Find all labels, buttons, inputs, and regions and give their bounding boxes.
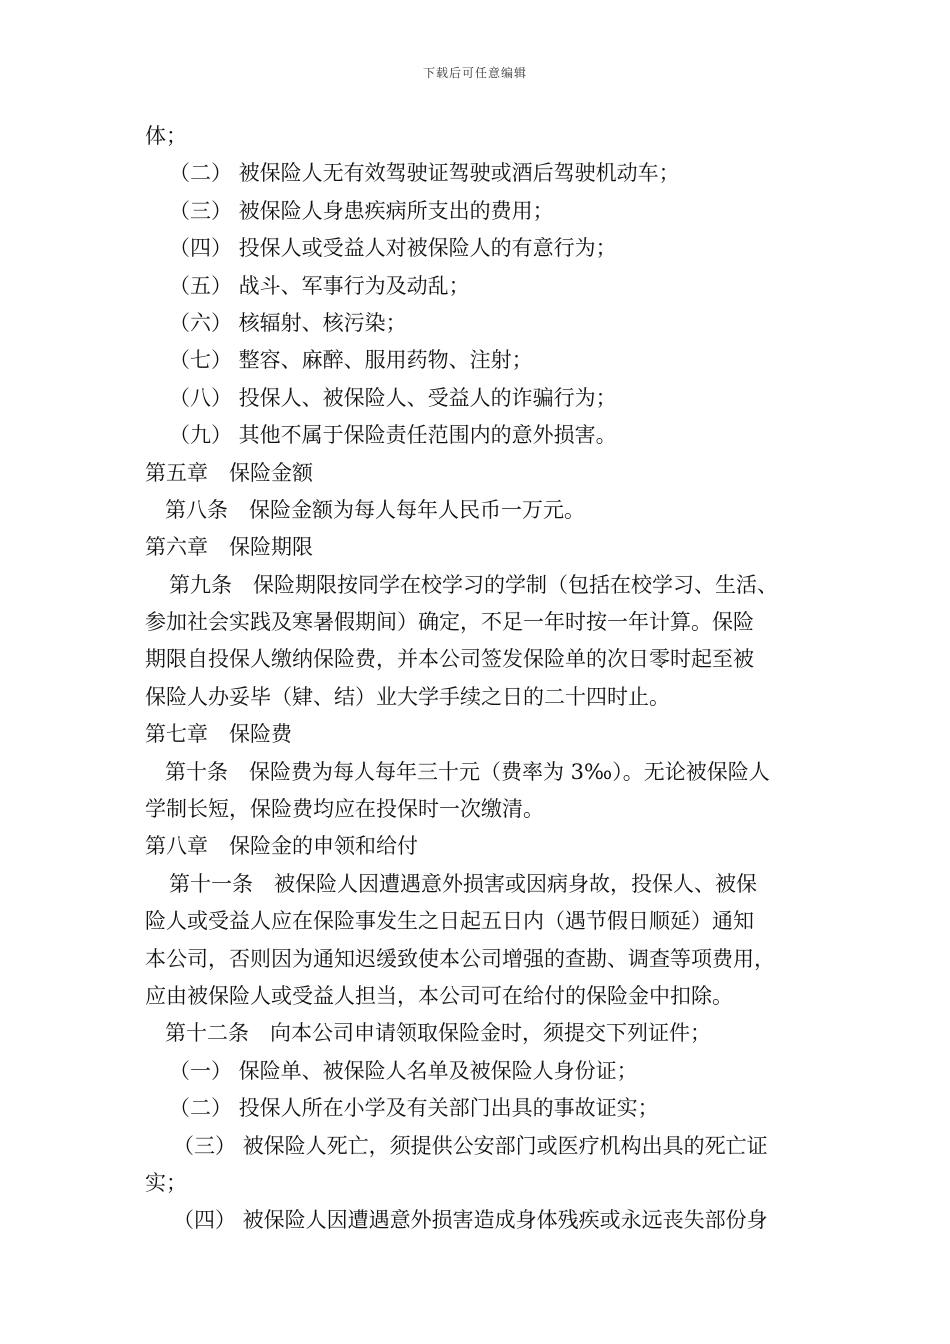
article-line: 第十条 保险费为每人每年三十元（费率为 3‰）。无论被保险人 — [165, 759, 770, 784]
article-line: 第十二条 向本公司申请领取保险金时，须提交下列证件； — [165, 1021, 711, 1046]
text-line: 险人或受益人应在保险事发生之日起五日内（遇节假日顺延）通知 — [145, 909, 754, 934]
text-line: 保险人办妥毕（肄、结）业大学手续之日的二十四时止。 — [145, 684, 670, 709]
list-item: （三） 被保险人死亡，须提供公安部门或医疗机构出具的死亡证 — [173, 1133, 768, 1158]
text-line: 实； — [145, 1170, 187, 1195]
article-line: 第十一条 被保险人因遭遇意外损害或因病身故，投保人、被保 — [169, 871, 757, 896]
list-item: （二） 被保险人无有效驾驶证驾驶或酒后驾驶机动车； — [169, 161, 680, 186]
chapter-heading: 第八章 保险金的申领和给付 — [145, 834, 418, 859]
list-item: （八） 投保人、被保险人、受益人的诈骗行为； — [169, 385, 617, 410]
article-line: 第八条 保险金额为每人每年人民币一万元。 — [165, 497, 585, 522]
text-line: 期限自投保人缴纳保险费，并本公司签发保险单的次日零时起至被 — [145, 647, 754, 672]
text-line: 本公司，否则因为通知迟缓致使本公司增强的查勘、调查等项费用， — [145, 946, 775, 971]
list-item: （四） 投保人或受益人对被保险人的有意行为； — [169, 236, 617, 261]
list-item: （一） 保险单、被保险人名单及被保险人身份证； — [169, 1058, 638, 1083]
list-item: （六） 核辐射、核污染； — [169, 310, 407, 335]
article-line: 第九条 保险期限按同学在校学习的学制（包括在校学习、生活、 — [169, 572, 778, 597]
list-item: （九） 其他不属于保险责任范围内的意外损害。 — [169, 423, 617, 448]
list-item: （二） 投保人所在小学及有关部门出具的事故证实； — [169, 1096, 659, 1121]
text-line: 参加社会实践及寒暑假期间）确定，不足一年时按一年计算。保险 — [145, 610, 754, 635]
text-line: 应由被保险人或受益人担当，本公司可在给付的保险金中扣除。 — [145, 983, 733, 1008]
list-item: （三） 被保险人身患疾病所支出的费用； — [169, 198, 554, 223]
list-item: （七） 整容、麻醉、服用药物、注射； — [169, 348, 533, 373]
chapter-heading: 第五章 保险金额 — [145, 460, 313, 485]
list-item: （五） 战斗、军事行为及动乱； — [169, 273, 470, 298]
text-line: 学制长短，保险费均应在投保时一次缴清。 — [145, 797, 544, 822]
text-line: 体； — [145, 124, 187, 148]
list-item: （四） 被保险人因遭遇意外损害造成身体残疾或永远丧失部份身 — [173, 1208, 768, 1233]
chapter-heading: 第六章 保险期限 — [145, 535, 313, 560]
page-header: 下载后可任意编辑 — [422, 66, 527, 80]
document-body — [145, 118, 815, 1240]
chapter-heading: 第七章 保险费 — [145, 722, 292, 747]
